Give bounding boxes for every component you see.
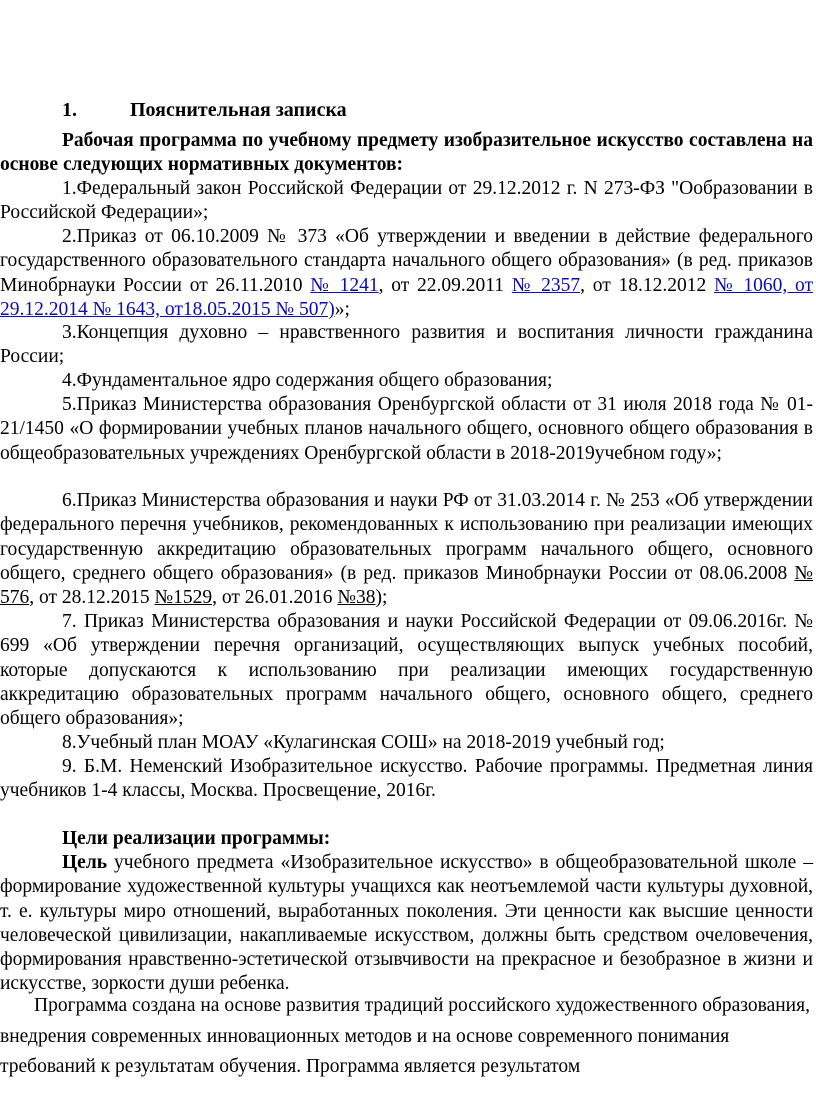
doc-item-5: 5.Приказ Министерства образования Оренбургской области от 31 июля 2018 года № 01-21/1450 «О формировании учебных планов начального общего, основного общего образования в общеобразовательных учреждениях Оренбургской области в 2018-2019учебном году»; <box>0 394 813 464</box>
doc-item-2 <box>0 225 813 322</box>
order-576: № 576 <box>0 562 813 609</box>
doc-item-4: 4.Фундаментальное ядро содержания общего образования; <box>62 370 553 391</box>
link-order-1241[interactable]: № 1241 <box>310 274 379 296</box>
doc-item-6-text-d: ); <box>375 587 388 609</box>
goals-heading: Цели реализации программы: <box>62 828 331 849</box>
goals-lead-word: Цель <box>62 852 108 873</box>
doc-item-8: 8.Учебный план МОАУ «Кулагинская СОШ» на 2018-2019 учебный год; <box>62 732 665 753</box>
doc-item-2-text-b: , от 22.09.2011 <box>378 274 512 296</box>
doc-item-2-text-c: , от 18.12.2012 <box>580 274 715 296</box>
doc-item-6-text-a: 6.Приказ Министерства образования и науки РФ от 31.03.2014 г. № 253 «Об утверждении федерального перечня учебников, рекомендованных к использованию при реализации имеющих государственную аккредитацию образовательных программ начального общего, основного общего, среднего общего образования» (в ред. приказов Минобрнауки России от 08.06.2008 <box>0 490 813 584</box>
order-38: №38 <box>337 587 376 609</box>
goals-paragraph <box>0 851 813 997</box>
order-1529: №1529 <box>154 587 213 609</box>
doc-item-9: 9. Б.М. Неменский Изобразительное искусство. Рабочие программы. Предметная линия учебников 1-4 классы, Москва. Просвещение, 2016г. <box>0 756 813 802</box>
doc-item-3: 3.Концепция духовно – нравственного развития и воспитания личности гражданина России; <box>0 322 813 368</box>
program-paragraph: Программа создана на основе развития традиций российского художественного образования, внедрения современных инновационных методов и на основе современного понимания требований к результатам обучения. Программа является результатом <box>0 995 810 1077</box>
section-number: 1. <box>62 99 77 121</box>
intro-paragraph: Рабочая программа по учебному предмету изобразительное искусство составлена на основе следующих нормативных документов: <box>0 130 813 176</box>
doc-item-6-text-b: , от 28.12.2015 <box>29 587 155 609</box>
doc-item-2-text-d: »; <box>334 298 350 320</box>
doc-item-7: 7. Приказ Министерства образования и науки Российской Федерации от 09.06.2016г. № 699 «Об утверждении перечня организаций, осуществляющих выпуск учебных пособий, которые допускаются к использованию при реализации имеющих государственную аккредитацию образовательных программ начального общего, основного общего, среднего общего образования»; <box>0 611 813 730</box>
section-heading <box>62 99 347 122</box>
link-orders-1060-1643-507[interactable]: № 1060, от 29.12.2014 № 1643, от18.05.2015 № 507) <box>0 274 813 320</box>
doc-item-6 <box>0 489 813 610</box>
doc-item-1: 1.Федеральный закон Российской Федерации от 29.12.2012 г. N 273-ФЗ "Oобразовании в Российской Федерации»; <box>0 178 813 224</box>
doc-item-6-text-c: , от 26.01.2016 <box>212 587 338 609</box>
doc-item-2-text-a: 2.Приказ от 06.10.2009 № 373 «Об утверждении и введении в действие федерального государственного образовательного стандарта начального общего образования» (в ред. приказов Минобрнауки России от 26.11.2010 <box>0 226 813 296</box>
link-order-2357[interactable]: № 2357 <box>511 274 581 296</box>
goals-text: учебного предмета «Изобразительное искусство» в общеобразовательной школе –формирование художественной культуры учащихся как неотъемлемой части культуры духовной, т. е. культуры миро отношений, выработанных поколения. Эти ценности как высшие ценности человеческой цивилизации, накапливаемые искусством, должны быть средством очеловечения, формирования нравственно-эстетической отзывчивости на прекрасное и безобразное в жизни и искусстве, зоркости души ребенка. <box>0 852 813 995</box>
section-title: Пояснительная записка <box>130 99 347 121</box>
